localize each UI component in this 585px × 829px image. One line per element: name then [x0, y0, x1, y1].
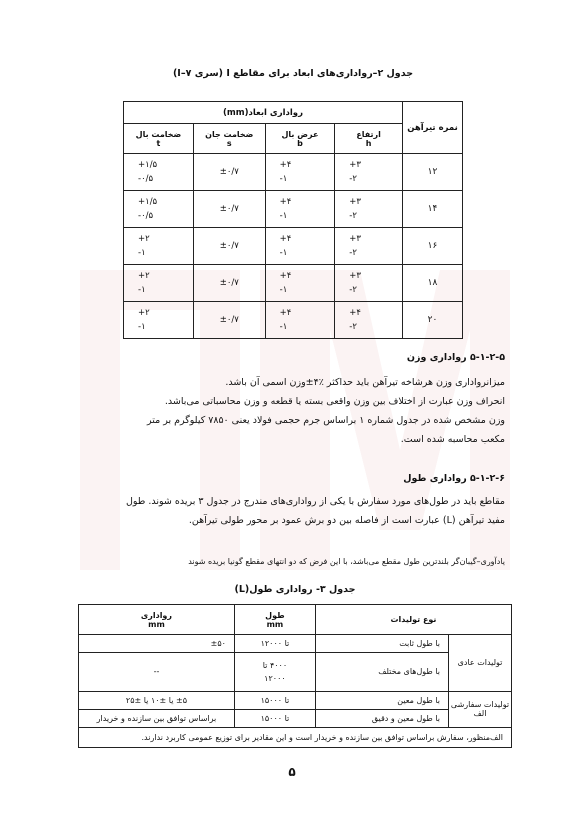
tolerance-cell: --	[79, 653, 235, 691]
tolerance-cell: براساس توافق بین سازنده و خریدار	[79, 709, 235, 727]
h-cell: +۴ -۲	[335, 302, 403, 339]
col-product-header: نوع تولیدات	[315, 605, 511, 635]
table-footnote: الف‌منظور، سفارش براساس توافق بین سازنده و خریدار است و این مقادیر برای توزیع عمومی کاربرد ندارند.	[79, 727, 512, 747]
paragraph-line: میزانرواداری وزن هرشاخه تیرآهن باید حداکثر ٪۴±وزن اسمی آن باشد.	[225, 377, 505, 388]
dimension-tolerance-table	[123, 101, 463, 339]
length-note: یادآوری–گیبان‌گر بلندترین طول مقطع می‌باشد، با این فرض که دو انتهای مقطع گونیا بریده شوند	[188, 557, 505, 566]
table3-caption: جدول ۳- رواداری طول(L)	[234, 584, 356, 595]
group-cell: تولیدات عادی	[449, 635, 512, 691]
t-cell: +۲ -۱	[124, 265, 194, 302]
tolerance-cell: ±۵۰	[79, 635, 235, 653]
col-t-header: ضخامت بال t	[124, 124, 194, 154]
table-row	[79, 691, 512, 709]
section-body-weight	[75, 373, 505, 449]
section-heading-weight: ۵-۱-۲-۵ رواداری وزن	[406, 352, 505, 363]
paragraph-line: مقاطع باید در طول‌های مورد سفارش با یکی از رواداری‌های مندرج در جدول ۳ بریده شوند. طول	[125, 496, 505, 507]
col-h-header: ارتفاع h	[335, 124, 403, 154]
type-cell: با طول معین	[315, 691, 448, 709]
size-cell: ۱۴	[402, 191, 462, 228]
paragraph-line: وزن مشخص شده در جدول شماره ۱ براساس جرم حجمی فولاد یعنی ۷۸۵۰ کیلوگرم بر متر	[147, 415, 505, 426]
type-cell: با طول معین و دقیق	[315, 709, 448, 727]
h-cell: +۳ -۲	[335, 191, 403, 228]
length-cell: تا ۱۵۰۰۰	[234, 709, 315, 727]
type-cell: با طول ثابت	[315, 635, 448, 653]
col-length-header: طول mm	[234, 605, 315, 635]
section-body-length	[75, 492, 505, 530]
length-cell: تا ۱۲۰۰۰	[234, 635, 315, 653]
group-cell: تولیدات سفارشی الف	[449, 691, 512, 727]
t-cell: +۱/۵ -۰/۵	[124, 191, 194, 228]
b-cell: +۴ -۱	[265, 265, 335, 302]
length-tolerance-table	[78, 604, 512, 748]
paragraph-line: انحراف وزن عبارت از اختلاف بین وزن واقعی بسته یا قطعه و وزن محاسباتی می‌باشد.	[164, 396, 505, 407]
table-row	[79, 653, 512, 691]
table-row	[124, 302, 463, 339]
h-cell: +۳ -۲	[335, 228, 403, 265]
size-cell: ۱۶	[402, 228, 462, 265]
t-cell: +۲ -۱	[124, 228, 194, 265]
s-cell: ±۰/۷	[193, 302, 265, 339]
b-cell: +۴ -۱	[265, 302, 335, 339]
s-cell: ±۰/۷	[193, 191, 265, 228]
table2-caption: جدول ۲–رواداری‌های ابعاد برای مقاطع I (سری ۷–I)	[172, 68, 414, 79]
table-row	[124, 154, 463, 191]
table-row	[124, 265, 463, 302]
s-cell: ±۰/۷	[193, 154, 265, 191]
paragraph-line: مکعب محاسبه شده است.	[400, 434, 505, 445]
size-cell: ۱۸	[402, 265, 462, 302]
t-cell: +۱/۵ -۰/۵	[124, 154, 194, 191]
b-cell: +۴ -۱	[265, 228, 335, 265]
b-cell: +۴ -۱	[265, 191, 335, 228]
t-cell: +۲ -۱	[124, 302, 194, 339]
b-cell: +۴ -۱	[265, 154, 335, 191]
paragraph-line: مفید تیرآهن (L) عبارت است از فاصله بین دو برش عمود بر محور طولی تیرآهن.	[188, 515, 505, 526]
s-cell: ±۰/۷	[193, 265, 265, 302]
s-cell: ±۰/۷	[193, 228, 265, 265]
length-cell: تا ۱۵۰۰۰	[234, 691, 315, 709]
col-b-header: عرض بال b	[265, 124, 335, 154]
table-row	[124, 228, 463, 265]
size-cell: ۱۲	[402, 154, 462, 191]
section-heading-length: ۵-۱-۲-۶ رواداری طول	[403, 473, 505, 484]
col-s-header: ضخامت جان s	[193, 124, 265, 154]
table-row	[79, 709, 512, 727]
length-cell: ۴۰۰۰ تا ۱۲۰۰۰	[234, 653, 315, 691]
header-group: رواداری ابعاد(mm)	[124, 102, 403, 124]
col-tolerance-header: رواداری mm	[79, 605, 235, 635]
tolerance-cell: ±۵ یا ±۱۰ یا ±۲۵	[79, 691, 235, 709]
table-row	[79, 635, 512, 653]
table-row	[124, 191, 463, 228]
page-number: ۵	[288, 765, 296, 779]
col-size-header: نمره تیرآهن	[402, 102, 462, 154]
size-cell: ۲۰	[402, 302, 462, 339]
type-cell: با طول‌های مختلف	[315, 653, 448, 691]
h-cell: +۳ -۲	[335, 154, 403, 191]
h-cell: +۳ -۲	[335, 265, 403, 302]
